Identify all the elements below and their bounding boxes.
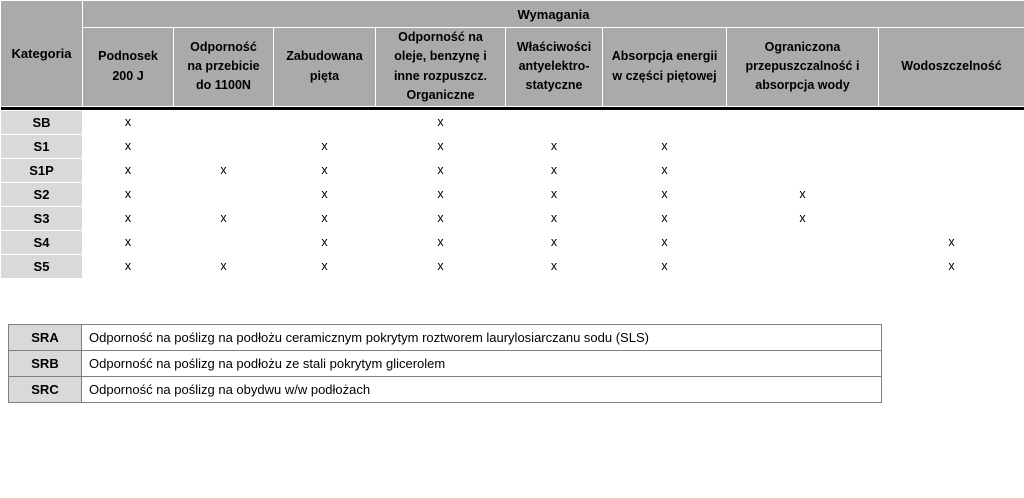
row-cell bbox=[727, 254, 879, 278]
row-cell: x bbox=[83, 182, 174, 206]
row-cell: x bbox=[376, 206, 506, 230]
legend-description: Odporność na poślizg na podłożu ceramicznym pokrytym roztworem laurylosiarczanu sodu (SLS) bbox=[82, 324, 882, 350]
row-cell: x bbox=[174, 206, 274, 230]
header-col-1 bbox=[174, 28, 274, 107]
row-cell: x bbox=[603, 158, 727, 182]
legend-row bbox=[9, 376, 882, 402]
header-col-4-line1: Właściwości bbox=[516, 39, 592, 54]
row-cell: x bbox=[506, 134, 603, 158]
legend-row bbox=[9, 350, 882, 376]
header-col-5-line2: w części piętowej bbox=[612, 68, 717, 83]
row-cell: x bbox=[376, 110, 506, 134]
row-category: SB bbox=[1, 110, 83, 134]
header-col-1-line1: Odporność bbox=[190, 39, 257, 54]
row-cell: x bbox=[506, 230, 603, 254]
row-cell: x bbox=[879, 254, 1024, 278]
row-category: S3 bbox=[1, 206, 83, 230]
row-cell: x bbox=[83, 158, 174, 182]
table-row bbox=[1, 230, 1024, 254]
row-cell bbox=[174, 230, 274, 254]
header-col-4-line3: statyczne bbox=[525, 78, 583, 93]
header-col-3-line1: Odporność na bbox=[398, 30, 483, 44]
table-body bbox=[1, 110, 1024, 278]
row-cell bbox=[506, 110, 603, 134]
row-cell: x bbox=[174, 158, 274, 182]
row-cell bbox=[879, 158, 1024, 182]
legend-code: SRA bbox=[9, 324, 82, 350]
row-cell bbox=[174, 182, 274, 206]
row-cell: x bbox=[603, 254, 727, 278]
row-cell: x bbox=[174, 254, 274, 278]
header-col-2 bbox=[274, 28, 376, 107]
header-col-7-line1: Wodoszczelność bbox=[901, 59, 1002, 74]
row-category: S1 bbox=[1, 134, 83, 158]
row-category: S1P bbox=[1, 158, 83, 182]
row-cell bbox=[879, 206, 1024, 230]
header-col-0 bbox=[83, 28, 174, 107]
legend-description: Odporność na poślizg na obydwu w/w podłożach bbox=[82, 376, 882, 402]
header-col-2-line1: Zabudowana bbox=[286, 49, 363, 64]
table-row bbox=[1, 158, 1024, 182]
header-col-5-line1: Absorpcja energii bbox=[611, 49, 718, 64]
legend-row bbox=[9, 324, 882, 350]
table-row bbox=[1, 182, 1024, 206]
row-cell: x bbox=[274, 134, 376, 158]
header-col-3 bbox=[376, 28, 506, 107]
header-col-5 bbox=[603, 28, 727, 107]
row-cell: x bbox=[274, 254, 376, 278]
header-col-2-line2: pięta bbox=[309, 68, 340, 83]
slip-resistance-legend bbox=[0, 324, 1024, 403]
row-cell bbox=[879, 182, 1024, 206]
row-cell bbox=[879, 134, 1024, 158]
legend-code: SRC bbox=[9, 376, 82, 402]
legend-description: Odporność na poślizg na podłożu ze stali pokrytym glicerolem bbox=[82, 350, 882, 376]
row-cell bbox=[727, 158, 879, 182]
row-cell: x bbox=[376, 254, 506, 278]
row-cell bbox=[727, 134, 879, 158]
row-cell: x bbox=[727, 206, 879, 230]
row-cell: x bbox=[506, 182, 603, 206]
row-cell: x bbox=[603, 230, 727, 254]
header-col-3-line4: Organiczne bbox=[406, 88, 475, 103]
row-cell: x bbox=[83, 110, 174, 134]
header-col-3-line2: oleje, benzynę i bbox=[394, 49, 487, 64]
row-cell: x bbox=[376, 134, 506, 158]
row-cell: x bbox=[376, 182, 506, 206]
header-col-1-line3: do 1100N bbox=[196, 78, 251, 93]
row-cell bbox=[174, 134, 274, 158]
header-col-6 bbox=[727, 28, 879, 107]
row-cell: x bbox=[727, 182, 879, 206]
legend-table bbox=[8, 324, 882, 403]
table-row bbox=[1, 254, 1024, 278]
row-cell: x bbox=[879, 230, 1024, 254]
row-cell: x bbox=[274, 230, 376, 254]
header-col-4-line2: antyelektro- bbox=[518, 59, 590, 74]
row-cell bbox=[879, 110, 1024, 134]
row-cell: x bbox=[603, 182, 727, 206]
table-row bbox=[1, 134, 1024, 158]
row-cell: x bbox=[506, 158, 603, 182]
row-category: S5 bbox=[1, 254, 83, 278]
row-cell: x bbox=[274, 206, 376, 230]
row-cell: x bbox=[376, 158, 506, 182]
row-cell: x bbox=[83, 230, 174, 254]
row-category: S2 bbox=[1, 182, 83, 206]
header-col-4 bbox=[506, 28, 603, 107]
row-cell: x bbox=[83, 206, 174, 230]
header-col-6-line3: absorpcja wody bbox=[755, 78, 850, 93]
row-cell: x bbox=[506, 206, 603, 230]
header-group-row bbox=[1, 1, 1024, 28]
table-row bbox=[1, 206, 1024, 230]
table-row bbox=[1, 110, 1024, 134]
row-cell bbox=[174, 110, 274, 134]
row-cell: x bbox=[274, 158, 376, 182]
header-col-6-line1: Ograniczona bbox=[764, 39, 841, 54]
row-cell bbox=[274, 110, 376, 134]
header-col-0-line2: 200 J bbox=[112, 68, 144, 83]
row-cell: x bbox=[83, 134, 174, 158]
row-cell: x bbox=[274, 182, 376, 206]
header-col-6-line2: przepuszczalność i bbox=[745, 59, 860, 74]
legend-code: SRB bbox=[9, 350, 82, 376]
header-category: Kategoria bbox=[1, 1, 83, 107]
row-cell: x bbox=[506, 254, 603, 278]
row-cell: x bbox=[376, 230, 506, 254]
header-col-0-line1: Podnosek bbox=[98, 49, 158, 64]
row-cell bbox=[727, 230, 879, 254]
row-cell bbox=[603, 110, 727, 134]
row-cell: x bbox=[603, 206, 727, 230]
row-category: S4 bbox=[1, 230, 83, 254]
row-cell bbox=[727, 110, 879, 134]
header-col-3-line3: inne rozpuszcz. bbox=[393, 68, 488, 83]
header-group-wymagania: Wymagania bbox=[83, 1, 1024, 28]
row-cell: x bbox=[83, 254, 174, 278]
header-col-7 bbox=[879, 28, 1024, 107]
table-head bbox=[1, 1, 1024, 111]
header-columns-row bbox=[1, 28, 1024, 107]
row-cell: x bbox=[603, 134, 727, 158]
header-col-1-line2: na przebicie bbox=[187, 59, 260, 74]
